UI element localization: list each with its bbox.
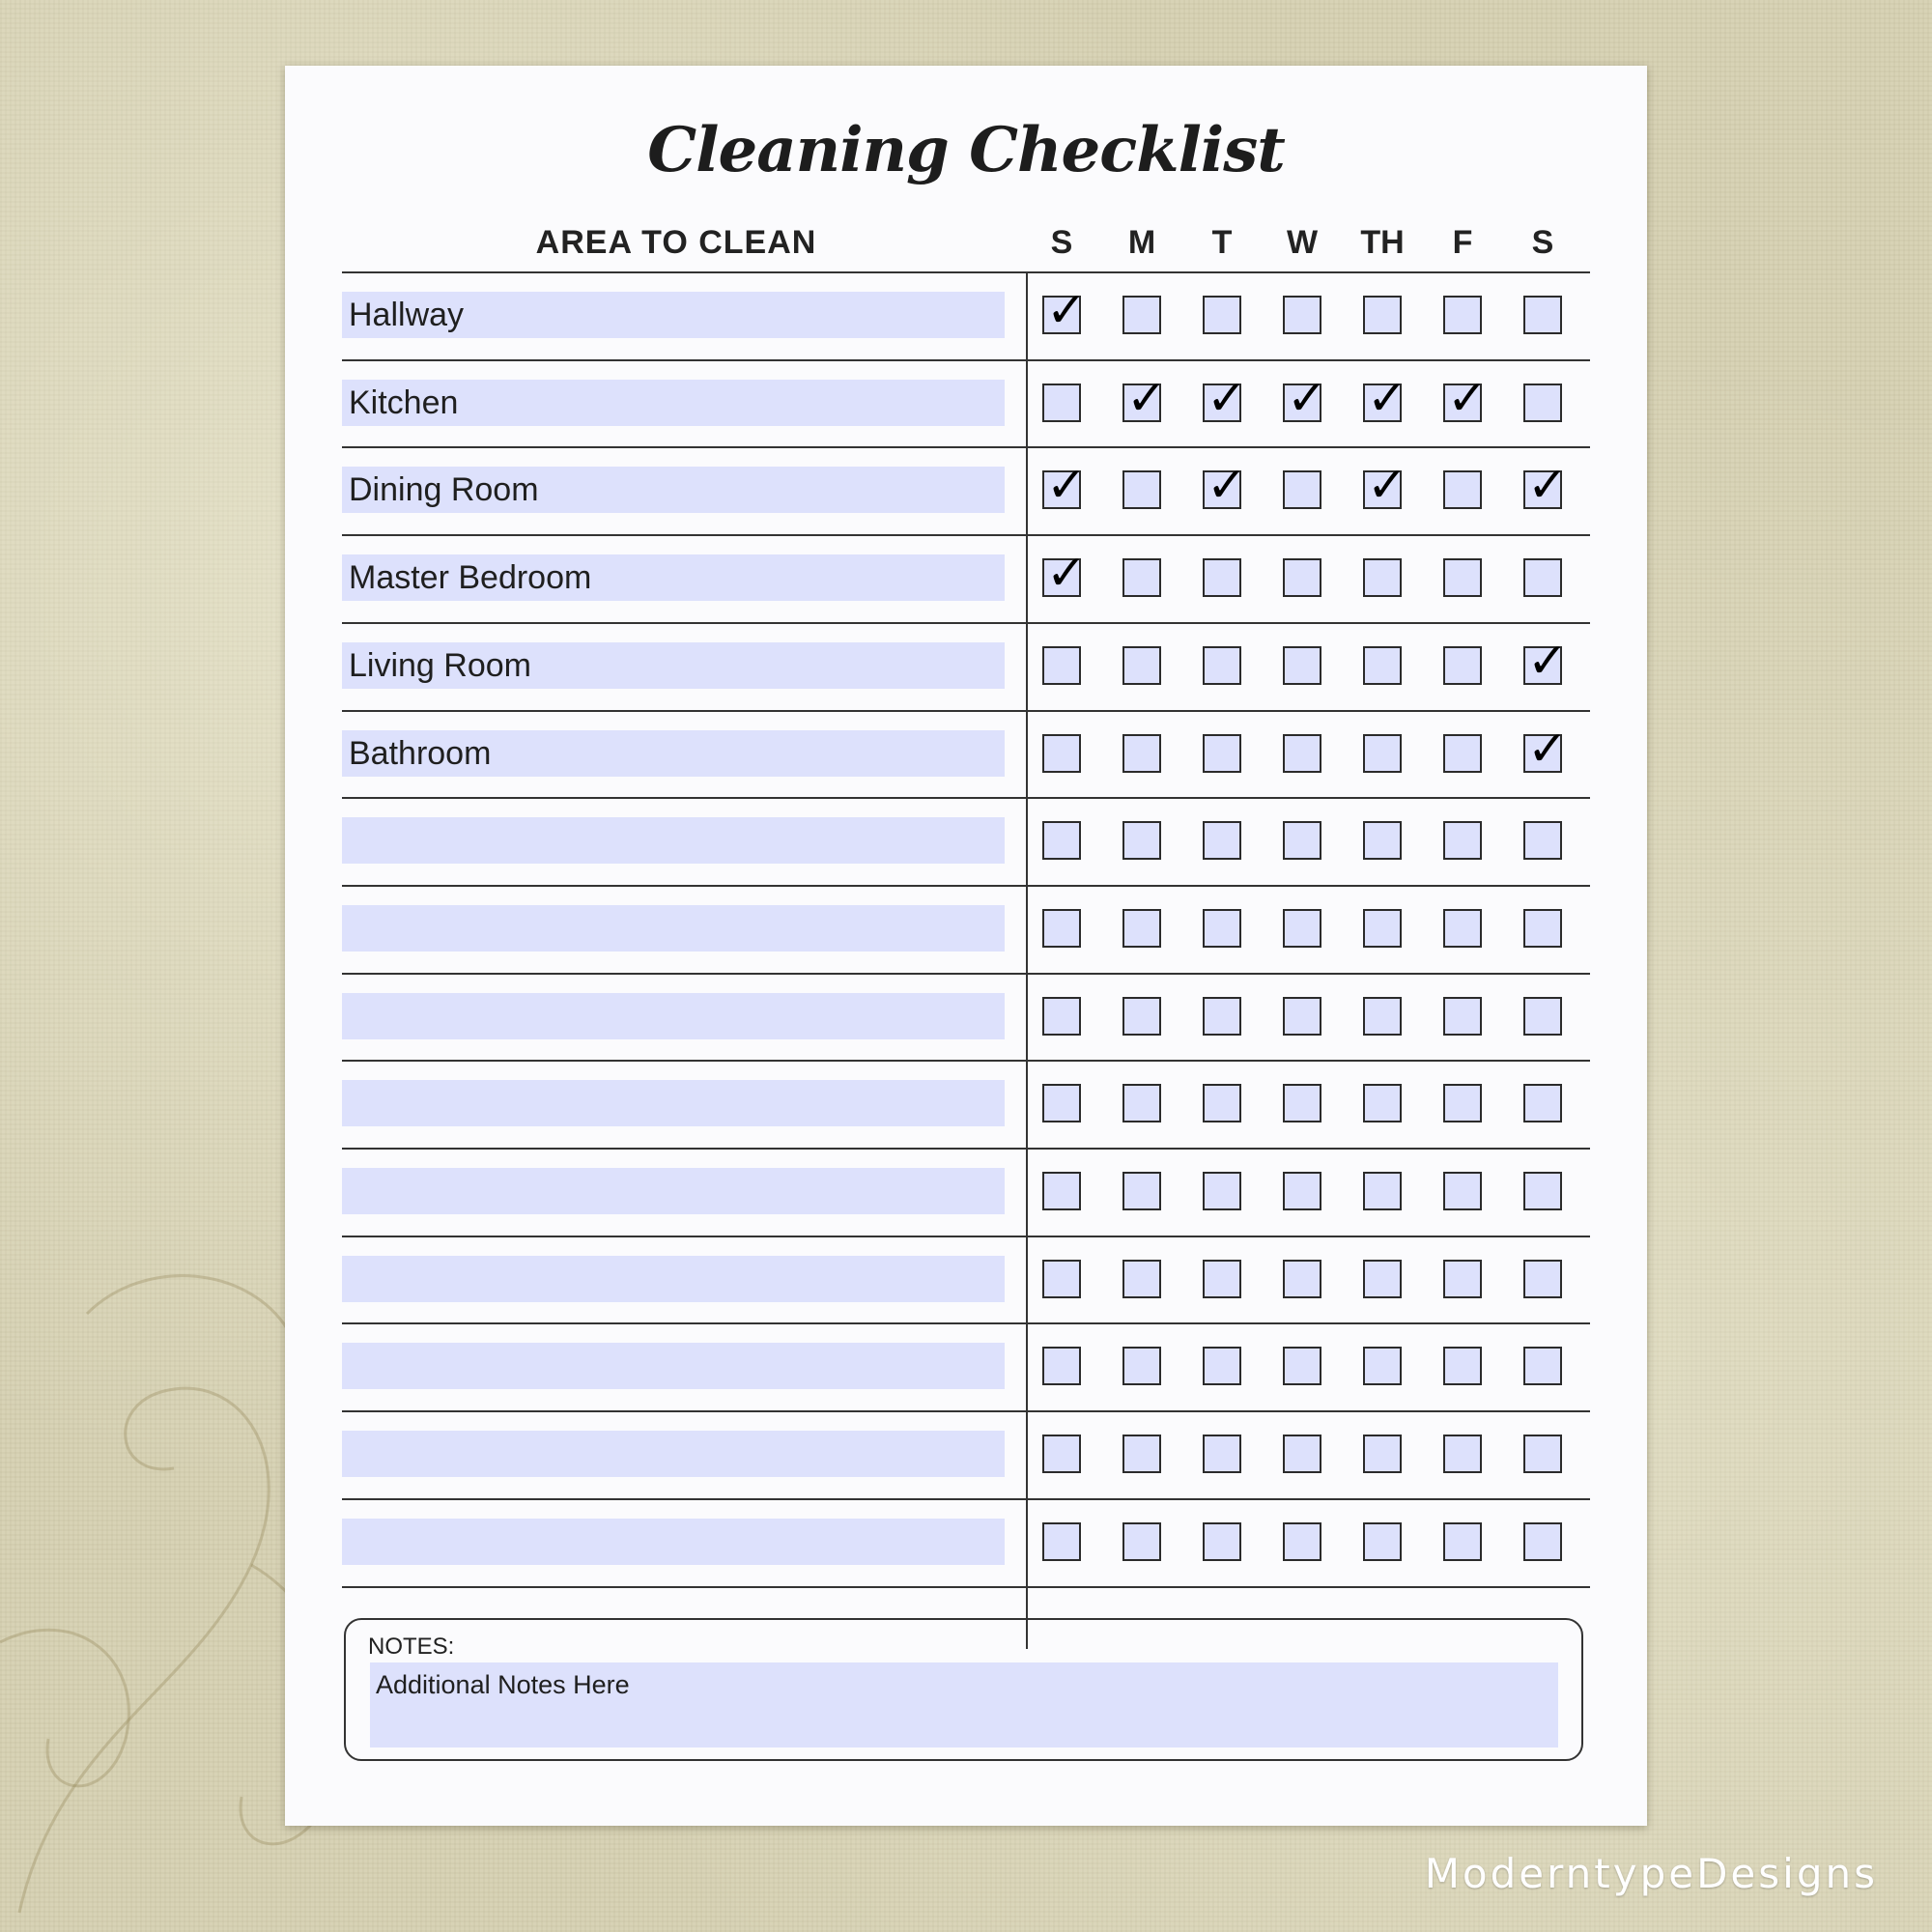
checkbox-row11-day4[interactable] <box>1283 1172 1321 1210</box>
checkbox-row8-day3[interactable] <box>1203 909 1241 948</box>
page-title: Cleaning Checklist <box>647 114 1285 186</box>
area-field-11[interactable] <box>342 1168 1005 1214</box>
checkbox-row14-day5[interactable] <box>1363 1435 1402 1473</box>
checkbox-row13-day2[interactable] <box>1122 1347 1161 1385</box>
row-divider <box>342 1236 1590 1237</box>
checkmark-icon: ✓ <box>1126 369 1167 426</box>
checkbox-row6-day2[interactable] <box>1122 734 1161 773</box>
checkbox-row5-day7[interactable] <box>1523 632 1568 689</box>
checkbox-row11-day6[interactable] <box>1443 1172 1482 1210</box>
checkbox-row10-day1[interactable] <box>1042 1084 1081 1122</box>
checkbox-row14-day3[interactable] <box>1203 1435 1241 1473</box>
area-field-10[interactable] <box>342 1080 1005 1126</box>
checkbox-row5-day2[interactable] <box>1122 646 1161 685</box>
notes-field[interactable] <box>370 1662 1558 1747</box>
checkbox-row6-day4[interactable] <box>1283 734 1321 773</box>
row-divider <box>342 973 1590 975</box>
checkbox-row1-day7[interactable] <box>1523 296 1562 334</box>
notes-text: Additional Notes Here <box>376 1670 630 1699</box>
checkmark-icon: ✓ <box>1367 457 1407 514</box>
checkbox-row3-day4[interactable] <box>1283 470 1321 509</box>
checkbox-row9-day4[interactable] <box>1283 997 1321 1036</box>
checkbox-row7-day7[interactable] <box>1523 821 1562 860</box>
area-label: Master Bedroom <box>349 559 592 597</box>
checkbox-row2-day1[interactable] <box>1042 384 1081 422</box>
checkbox-row5-day4[interactable] <box>1283 646 1321 685</box>
checkbox-row3-day2[interactable] <box>1122 470 1161 509</box>
area-field-14[interactable] <box>342 1431 1005 1477</box>
checkmark-icon: ✓ <box>1046 457 1087 514</box>
checkbox-row13-day6[interactable] <box>1443 1347 1482 1385</box>
checkbox-row13-day3[interactable] <box>1203 1347 1241 1385</box>
checkbox-row10-day3[interactable] <box>1203 1084 1241 1122</box>
checkbox-row2-day2[interactable] <box>1122 369 1167 426</box>
checkbox-row1-day5[interactable] <box>1363 296 1402 334</box>
checkbox-row1-day4[interactable] <box>1283 296 1321 334</box>
row-divider <box>342 1148 1590 1150</box>
checkbox-row10-day2[interactable] <box>1122 1084 1161 1122</box>
checkbox-row6-day5[interactable] <box>1363 734 1402 773</box>
checkbox-row9-day7[interactable] <box>1523 997 1562 1036</box>
checkbox-row15-day4[interactable] <box>1283 1522 1321 1561</box>
checkbox-row7-day6[interactable] <box>1443 821 1482 860</box>
notes-label: NOTES: <box>368 1634 455 1660</box>
area-column-header: AREA TO CLEAN <box>535 224 817 261</box>
checkbox-row7-day5[interactable] <box>1363 821 1402 860</box>
checkbox-row9-day3[interactable] <box>1203 997 1241 1036</box>
area-field-8[interactable] <box>342 905 1005 952</box>
checkbox-row11-day2[interactable] <box>1122 1172 1161 1210</box>
checkbox-row1-day1[interactable] <box>1042 282 1087 338</box>
checkbox-row4-day3[interactable] <box>1203 558 1241 597</box>
checkbox-row5-day1[interactable] <box>1042 646 1081 685</box>
area-field-3[interactable] <box>342 467 1005 513</box>
area-label: Hallway <box>349 297 465 333</box>
row-divider <box>342 710 1590 712</box>
checkbox-row1-day2[interactable] <box>1122 296 1161 334</box>
checkmark-icon: ✓ <box>1527 632 1568 689</box>
checkbox-row15-day6[interactable] <box>1443 1522 1482 1561</box>
row-divider <box>342 622 1590 624</box>
checkbox-row12-day4[interactable] <box>1283 1260 1321 1298</box>
area-field-7[interactable] <box>342 817 1005 864</box>
area-field-13[interactable] <box>342 1343 1005 1389</box>
checkbox-row11-day7[interactable] <box>1523 1172 1562 1210</box>
row-divider <box>342 1410 1590 1412</box>
checkbox-row11-day1[interactable] <box>1042 1172 1081 1210</box>
checkbox-row2-day5[interactable] <box>1363 369 1407 426</box>
checkbox-row12-day1[interactable] <box>1042 1260 1081 1298</box>
area-label: Kitchen <box>349 384 459 421</box>
day-header-1: M <box>1127 224 1156 261</box>
checkbox-row11-day3[interactable] <box>1203 1172 1241 1210</box>
checkbox-row3-day6[interactable] <box>1443 470 1482 509</box>
checkbox-row4-day5[interactable] <box>1363 558 1402 597</box>
area-field-1[interactable] <box>342 292 1005 338</box>
area-field-9[interactable] <box>342 993 1005 1039</box>
checkbox-row2-day3[interactable] <box>1203 369 1247 426</box>
checkbox-row3-day5[interactable] <box>1363 457 1407 514</box>
checkbox-row12-day7[interactable] <box>1523 1260 1562 1298</box>
checkbox-row8-day7[interactable] <box>1523 909 1562 948</box>
brand-watermark: ModerntypeDesigns <box>1424 1850 1878 1897</box>
checkbox-row15-day1[interactable] <box>1042 1522 1081 1561</box>
checkbox-row11-day5[interactable] <box>1363 1172 1402 1210</box>
row-divider <box>342 1322 1590 1324</box>
row-divider <box>342 359 1590 361</box>
row-divider <box>342 446 1590 448</box>
checkbox-row10-day4[interactable] <box>1283 1084 1321 1122</box>
day-header-6: S <box>1531 224 1554 261</box>
checkbox-row8-day5[interactable] <box>1363 909 1402 948</box>
day-header-3: W <box>1286 224 1319 261</box>
area-field-4[interactable] <box>342 554 1005 601</box>
column-divider <box>1026 271 1028 1649</box>
checkbox-row13-day1[interactable] <box>1042 1347 1081 1385</box>
checkbox-row9-day1[interactable] <box>1042 997 1081 1036</box>
checkbox-row14-day4[interactable] <box>1283 1435 1321 1473</box>
checkbox-row10-day6[interactable] <box>1443 1084 1482 1122</box>
checkbox-row12-day6[interactable] <box>1443 1260 1482 1298</box>
row-divider <box>342 885 1590 887</box>
checkbox-row6-day3[interactable] <box>1203 734 1241 773</box>
notes-section <box>344 1618 1583 1761</box>
checkbox-row7-day1[interactable] <box>1042 821 1081 860</box>
area-field-5[interactable] <box>342 642 1005 689</box>
row-divider <box>342 1498 1590 1500</box>
day-header-2: T <box>1211 224 1233 261</box>
checkbox-row8-day1[interactable] <box>1042 909 1081 948</box>
checkmark-icon: ✓ <box>1527 720 1568 777</box>
area-field-6[interactable] <box>342 730 1005 777</box>
checkmark-icon: ✓ <box>1207 457 1247 514</box>
checkbox-row4-day1[interactable] <box>1042 545 1087 602</box>
checklist-sheet <box>285 66 1647 1826</box>
checkmark-icon: ✓ <box>1207 369 1247 426</box>
checkbox-row13-day7[interactable] <box>1523 1347 1562 1385</box>
checkbox-row14-day7[interactable] <box>1523 1435 1562 1473</box>
area-label: Dining Room <box>349 471 539 509</box>
area-field-12[interactable] <box>342 1256 1005 1302</box>
checkbox-row5-day3[interactable] <box>1203 646 1241 685</box>
checkbox-row4-day4[interactable] <box>1283 558 1321 597</box>
header-rule <box>342 271 1590 273</box>
day-header-0: S <box>1050 224 1073 261</box>
row-divider <box>342 1060 1590 1062</box>
checkbox-row6-day7[interactable] <box>1523 720 1568 777</box>
checkbox-row9-day6[interactable] <box>1443 997 1482 1036</box>
checkbox-row10-day7[interactable] <box>1523 1084 1562 1122</box>
checkbox-row12-day2[interactable] <box>1122 1260 1161 1298</box>
checkbox-row15-day7[interactable] <box>1523 1522 1562 1561</box>
checkbox-row8-day4[interactable] <box>1283 909 1321 948</box>
checkmark-icon: ✓ <box>1046 282 1087 338</box>
checkbox-row8-day6[interactable] <box>1443 909 1482 948</box>
checkbox-row2-day4[interactable] <box>1283 369 1327 426</box>
checkmark-icon: ✓ <box>1046 545 1087 602</box>
checkmark-icon: ✓ <box>1527 457 1568 514</box>
checkbox-row1-day6[interactable] <box>1443 296 1482 334</box>
checkbox-row4-day7[interactable] <box>1523 558 1562 597</box>
checkbox-row4-day2[interactable] <box>1122 558 1161 597</box>
checkmark-icon: ✓ <box>1367 369 1407 426</box>
checkbox-row2-day6[interactable] <box>1443 369 1488 426</box>
area-label: Bathroom <box>349 734 492 772</box>
day-header-4: TH <box>1360 224 1405 261</box>
checkbox-row14-day6[interactable] <box>1443 1435 1482 1473</box>
checkbox-row3-day3[interactable] <box>1203 457 1247 514</box>
day-header-5: F <box>1452 224 1473 261</box>
checkbox-row6-day1[interactable] <box>1042 734 1081 773</box>
checkbox-row14-day2[interactable] <box>1122 1435 1161 1473</box>
checkbox-row5-day5[interactable] <box>1363 646 1402 685</box>
checkbox-row13-day5[interactable] <box>1363 1347 1402 1385</box>
row-divider <box>342 797 1590 799</box>
checkbox-row15-day2[interactable] <box>1122 1522 1161 1561</box>
checkbox-row3-day1[interactable] <box>1042 457 1087 514</box>
checkbox-row12-day5[interactable] <box>1363 1260 1402 1298</box>
checkbox-row6-day6[interactable] <box>1443 734 1482 773</box>
checkbox-row15-day5[interactable] <box>1363 1522 1402 1561</box>
checkbox-row7-day4[interactable] <box>1283 821 1321 860</box>
checkmark-icon: ✓ <box>1447 369 1488 426</box>
checkbox-row7-day2[interactable] <box>1122 821 1161 860</box>
row-divider <box>342 1586 1590 1588</box>
checkmark-icon: ✓ <box>1287 369 1327 426</box>
checkbox-row10-day5[interactable] <box>1363 1084 1402 1122</box>
checkbox-row8-day2[interactable] <box>1122 909 1161 948</box>
area-field-2[interactable] <box>342 380 1005 426</box>
checkbox-row12-day3[interactable] <box>1203 1260 1241 1298</box>
checkbox-row2-day7[interactable] <box>1523 384 1562 422</box>
checkbox-row1-day3[interactable] <box>1203 296 1241 334</box>
checkbox-row14-day1[interactable] <box>1042 1435 1081 1473</box>
checkbox-row3-day7[interactable] <box>1523 457 1568 514</box>
checkbox-row9-day2[interactable] <box>1122 997 1161 1036</box>
row-divider <box>342 534 1590 536</box>
checkbox-row15-day3[interactable] <box>1203 1522 1241 1561</box>
checkbox-row4-day6[interactable] <box>1443 558 1482 597</box>
checkbox-row5-day6[interactable] <box>1443 646 1482 685</box>
checkbox-row9-day5[interactable] <box>1363 997 1402 1036</box>
area-field-15[interactable] <box>342 1519 1005 1565</box>
checkbox-row7-day3[interactable] <box>1203 821 1241 860</box>
checkbox-row13-day4[interactable] <box>1283 1347 1321 1385</box>
area-label: Living Room <box>349 646 531 684</box>
